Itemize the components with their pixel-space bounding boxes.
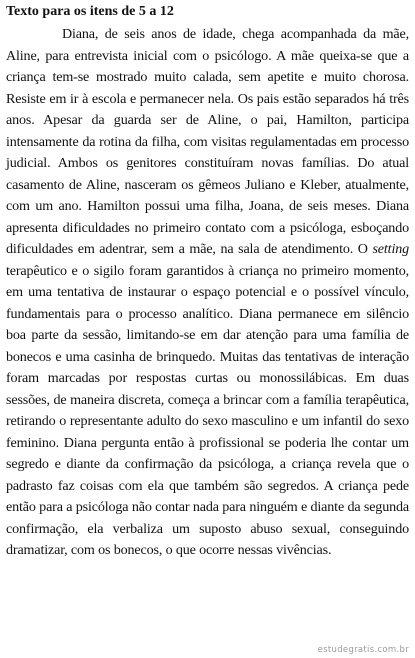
body-paragraph <box>6 24 409 562</box>
italic-term: setting <box>372 241 409 257</box>
watermark: estudegratis.com.br <box>317 645 409 655</box>
section-heading: Texto para os itens de 5 a 12 <box>6 4 174 19</box>
paragraph-text-part-2: terapêutico e o sigilo foram garantidos à criança no primeiro momento, em uma tentativa de instaurar o espaço potencial e o possível vínculo, fundamentais para o processo analítico. Diana permanece em silêncio boa parte da sessão, limitando-se em dar atenção para uma família de bonecos e uma casinha de brinquedo. Muitas das tentativas de interação foram marcadas por respostas curtas ou monossilábicas. Em duas sessões, de maneira discreta, começa a brincar com a família terapêutica, retirando o representante adulto do sexo masculino e um infantil do sexo feminino. Diana pergunta então à profissional se poderia lhe contar um segredo e diante da confirmação da psicóloga, a criança revela que o padrasto faz coisas com ela que também são segredos. A criança pede então para a psicóloga não contar nada para ninguém e diante da segunda confirmação, ela verbaliza um suposto abuso sexual, conseguindo dramatizar, com os bonecos, o que ocorre nessas vivências. <box>6 262 409 558</box>
document-page <box>6 3 409 562</box>
paragraph-text-part-1: Diana, de seis anos de idade, chega acompanhada da mãe, Aline, para entrevista inicial com o psicólogo. A mãe queixa-se que a criança tem-se mostrado muito calada, sem apetite e muito chorosa. Resiste em ir à escola e permanecer nela. Os pais estão separados há três anos. Apesar da guarda ser de Aline, o pai, Hamilton, participa intensamente da rotina da filha, com visitas regulamentadas em processo judicial. Ambos os genitores constituíram novas famílias. Do atual casamento de Aline, nasceram os gêmeos Juliano e Kleber, atualmente, com um ano. Hamilton possui uma filha, Joana, de seis meses. Diana apresenta dificuldades no primeiro contato com a psicóloga, esboçando dificuldades em adentrar, sem a mãe, na sala de atendimento. O <box>6 26 409 257</box>
